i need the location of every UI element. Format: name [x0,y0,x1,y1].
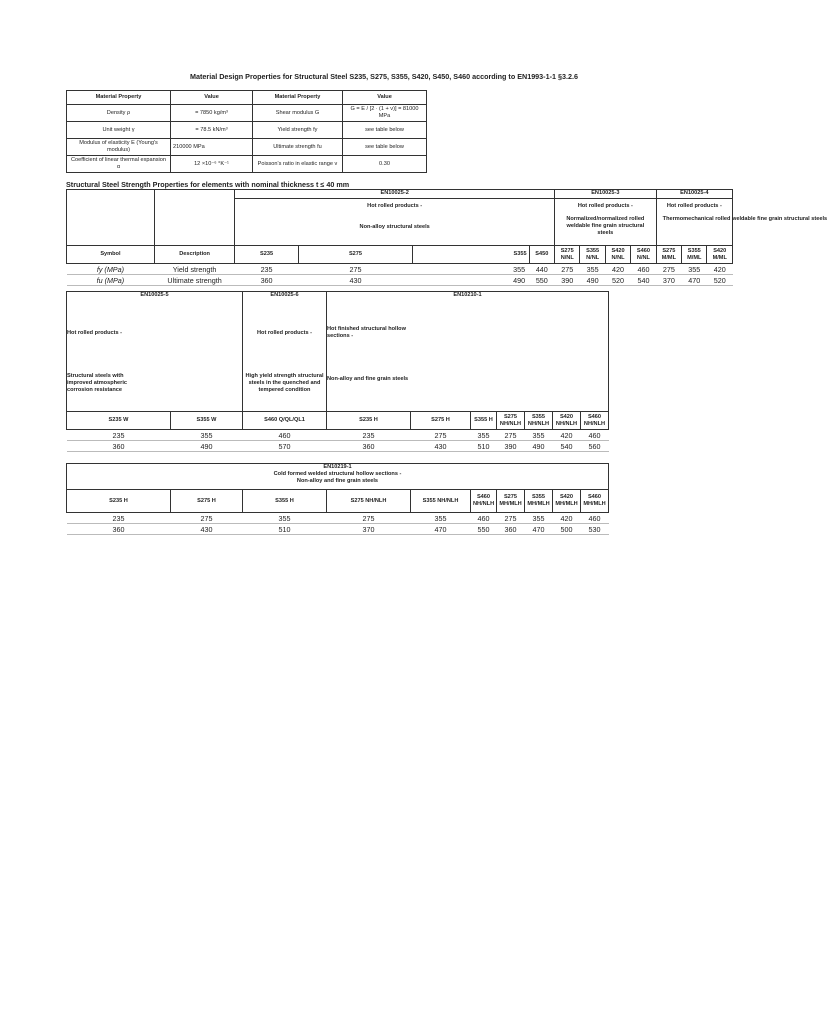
shear-modulus-value: G = E / [2 ∙ (1 + ν)] = 81000 MPa [343,105,427,122]
t1-fu-value: 370 [656,275,681,286]
t1-fu-value: 490 [580,275,605,286]
modulus-elasticity-value: 210000 MPa [171,139,253,156]
t1-g1-line1: Hot rolled products - [367,203,423,209]
t2-fy-value: 355 [471,430,497,441]
poisson-ratio-value: 0.30 [343,156,427,173]
thermal-expansion-value: 12 ×10⁻⁶ °K⁻¹ [171,156,253,173]
t3-code: EN10219-1 [323,464,352,470]
density-value: = 7850 kg/m³ [171,105,253,122]
t1-grade-header: S275 N/NL [555,246,580,264]
t3-fy-value: 275 [327,513,411,524]
strength-table-1 [66,189,827,286]
t2-g1-line1: Hot rolled products - [67,330,123,336]
t3-fu-value: 370 [327,524,411,535]
t1-fy-value: 355 [682,264,707,275]
yield-strength-label: Yield strength fy [253,122,343,139]
t3-fu-value: 500 [553,524,581,535]
t1-g3-code: EN10025-4 [657,190,732,199]
t1-fu-value: 550 [529,275,554,286]
t2-fy-value: 355 [171,430,243,441]
t2-fu-value: 360 [67,441,171,452]
t3-fy-value: 275 [497,513,525,524]
t2-fu-value: 490 [171,441,243,452]
t1-symbol-header: Symbol [67,246,155,264]
t1-g3-line1: Hot rolled products - [666,203,722,209]
header-value: Value [171,91,253,105]
t1-fu-value: 390 [555,275,580,286]
shear-modulus-label: Shear modulus G [253,105,343,122]
t3-grade-header: S235 H [67,490,171,513]
t1-g1-line2: Non-alloy structural steels [359,223,430,230]
t3-grade-header: S355 NH/NLH [411,490,471,513]
t2-fu-value: 540 [553,441,581,452]
t3-grade-header: S275 NH/NLH [327,490,411,513]
t3-fu-value: 360 [67,524,171,535]
t1-grade-header: S460 N/NL [631,246,656,264]
t2-fy-value: 355 [525,430,553,441]
t1-grade-header: S355 N/NL [580,246,605,264]
t2-g3-code: EN10210-1 [453,292,482,298]
t1-fu-value: 490 [413,275,529,286]
page-title: Material Design Properties for Structural Steel S235, S275, S355, S420, S450, S460 according to EN1993-1-1 §3.2.6 [190,72,578,81]
t1-grade-header: S275 [298,246,412,264]
t1-fy-value: 420 [707,264,733,275]
t2-fu-value: 430 [411,441,471,452]
t2-grade-header: S355 NH/NLH [525,412,553,430]
thermal-expansion-label: Coefficient of linear thermal expansion α [67,156,171,173]
t3-fy-value: 275 [171,513,243,524]
t1-fy-symbol: fy (MPa) [67,264,155,275]
t1-fy-value: 275 [656,264,681,275]
t3-fy-value: 355 [411,513,471,524]
t2-fu-value: 390 [497,441,525,452]
strength-table-1-clip [66,189,827,285]
strength-section-title: Structural Steel Strength Properties for elements with nominal thickness t ≤ 40 mm [66,180,350,189]
t2-fy-value: 420 [553,430,581,441]
t2-g1-line2: Structural steels with improved atmospheric corrosion resistance [67,372,127,393]
t1-fu-value: 540 [631,275,656,286]
t2-grade-header: S355 W [171,412,243,430]
t3-line1: Cold formed welded structural hollow sections - [273,470,402,477]
strength-table-3 [66,463,609,535]
t1-grade-header: S355 [413,246,529,264]
t1-g2-code: EN10025-3 [555,190,656,199]
t2-grade-header: S460 Q/QL/QL1 [243,412,327,430]
t3-fu-value: 470 [411,524,471,535]
t1-g2-line2: Normalized/normalized rolled weldable fine grain structural steels [566,215,645,236]
t1-fy-value: 440 [529,264,554,275]
t1-fu-value: 520 [605,275,630,286]
t2-g3-line2: Non-alloy and fine grain steels [327,375,409,382]
t2-fy-value: 275 [411,430,471,441]
t3-grade-header: S275 MH/MLH [497,490,525,513]
t3-line2: Non-alloy and fine grain steels [296,477,379,484]
poisson-ratio-label: Poisson's ratio in elastic range ν [253,156,343,173]
t1-grade-header: S450 [529,246,554,264]
t1-fu-description: Ultimate strength [154,275,234,286]
t2-grade-header: S355 H [471,412,497,430]
t2-fu-value: 570 [243,441,327,452]
material-properties-table [66,90,427,173]
t2-fu-value: 360 [327,441,411,452]
t3-fy-value: 235 [67,513,171,524]
t1-grade-header: S355 M/ML [682,246,707,264]
t1-fy-value: 235 [235,264,299,275]
t2-grade-header: S420 NH/NLH [553,412,581,430]
t1-grade-header: S275 M/ML [656,246,681,264]
t1-fy-value: 275 [555,264,580,275]
t3-grade-header: S275 H [171,490,243,513]
density-label: Density ρ [67,105,171,122]
t2-fy-value: 460 [581,430,609,441]
unit-weight-label: Unit weight γ [67,122,171,139]
t3-fy-value: 420 [553,513,581,524]
t3-grade-header: S420 MH/MLH [553,490,581,513]
t1-g1-code: EN10025-2 [235,190,554,199]
t1-fy-value: 275 [298,264,412,275]
t3-fu-value: 360 [497,524,525,535]
t2-grade-header: S460 NH/NLH [581,412,609,430]
t3-fy-value: 460 [581,513,609,524]
unit-weight-value: = 78.5 kN/m³ [171,122,253,139]
t2-g2-code: EN10025-6 [270,292,299,298]
t2-fy-value: 235 [67,430,171,441]
t1-fu-value: 360 [235,275,299,286]
ultimate-strength-value: see table below [343,139,427,156]
t3-fy-value: 355 [525,513,553,524]
t3-fu-value: 530 [581,524,609,535]
t3-fy-value: 355 [243,513,327,524]
t1-g2-line1: Hot rolled products - [577,203,633,209]
t3-fu-value: 510 [243,524,327,535]
t1-grade-header: S235 [235,246,299,264]
t1-fu-value: 430 [298,275,412,286]
t2-fy-value: 460 [243,430,327,441]
t2-grade-header: S275 NH/NLH [497,412,525,430]
t2-grade-header: S275 H [411,412,471,430]
modulus-elasticity-label: Modulus of elasticity E (Young's modulus) [67,139,171,156]
t3-fy-value: 460 [471,513,497,524]
t2-fy-value: 235 [327,430,411,441]
t1-fy-value: 460 [631,264,656,275]
yield-strength-value: see table below [343,122,427,139]
t1-fu-symbol: fu (MPa) [67,275,155,286]
t1-fy-value: 355 [413,264,529,275]
t1-fy-value: 355 [580,264,605,275]
t3-fu-value: 550 [471,524,497,535]
t2-fu-value: 490 [525,441,553,452]
t3-grade-header: S460 NH/NLH [471,490,497,513]
t2-g1-code: EN10025-5 [140,292,169,298]
t3-grade-header: S460 MH/MLH [581,490,609,513]
t1-grade-header: S420 M/ML [707,246,733,264]
t1-fy-description: Yield strength [154,264,234,275]
t2-g2-line1: Hot rolled products - [256,330,312,336]
t2-fy-value: 275 [497,430,525,441]
t1-fy-value: 420 [605,264,630,275]
t1-fu-value: 520 [707,275,733,286]
header-value-2: Value [343,91,427,105]
t3-grade-header: S355 MH/MLH [525,490,553,513]
t1-grade-header: S420 N/NL [605,246,630,264]
t3-fu-value: 430 [171,524,243,535]
t1-g3-line2: Thermomechanical rolled weldable fine grain structural steels [662,215,827,222]
t3-fu-value: 470 [525,524,553,535]
t1-fu-value: 470 [682,275,707,286]
strength-table-2 [66,291,609,452]
header-material-property: Material Property [67,91,171,105]
t1-description-header: Description [154,246,234,264]
t2-fu-value: 510 [471,441,497,452]
t2-g3-line1: Hot finished structural hollow sections - [327,326,406,339]
ultimate-strength-label: Ultimate strength fu [253,139,343,156]
t2-g2-line2: High yield strength structural steels in the quenched and tempered condition [245,372,324,393]
t3-grade-header: S355 H [243,490,327,513]
header-material-property-2: Material Property [253,91,343,105]
t2-grade-header: S235 H [327,412,411,430]
t2-fu-value: 560 [581,441,609,452]
t2-grade-header: S235 W [67,412,171,430]
